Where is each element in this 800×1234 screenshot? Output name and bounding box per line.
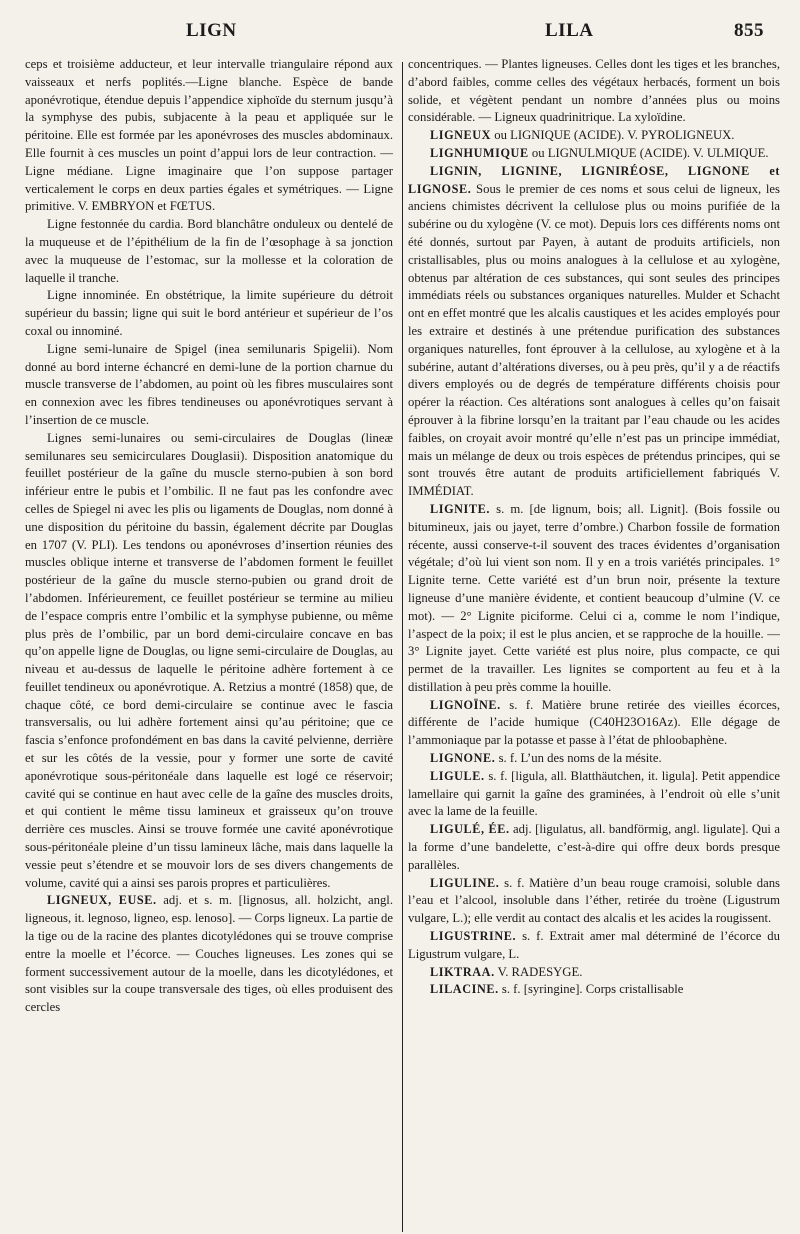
dictionary-entry [408, 750, 780, 768]
entry-headword: LIGNITE. [430, 501, 491, 516]
dictionary-entry [408, 127, 780, 145]
paragraph [408, 56, 780, 127]
entry-headword: LIGNEUX [430, 128, 492, 143]
entry-headword: LIGNHUMIQUE [430, 145, 529, 160]
entry-text: ou LIGNULMIQUE (ACIDE). V. ULMIQUE. [528, 145, 769, 160]
entry-text: ou LIGNIQUE (ACIDE). V. PYROLIGNEUX. [491, 128, 735, 143]
paragraph-text: Ligne innominée. En obstétrique, la limite supérieure du détroit supérieur du bassin; ligne qui suit le bord antérieur et supérieur de l’os coxal ou innominé. [25, 288, 393, 338]
dictionary-entry [408, 821, 780, 874]
column-divider [402, 62, 403, 1232]
paragraph-text: Ligne festonnée du cardia. Bord blanchâtre onduleux ou dentelé de la muqueuse et de l’épithélium de la fin de l’œsophage à sa jonction avec la muqueuse de l’estomac, sur la mollesse et la coloration de laquelle il tranche. [25, 217, 393, 285]
entry-headword: LILACINE. [430, 982, 499, 997]
paragraph-text: ceps et troisième adducteur, et leur intervalle triangulaire répond aux vaisseaux et nerfs poplités.—Ligne blanche. Espèce de bande aponévrotique, étendue depuis l’appendice xiphoïde du sternum jusqu’à la symphyse des pubis, subjacente à la peau et appliquée sur le péritoine. Elle est formée par les aponévroses des muscles abdominaux. Elle fournit à ces muscles un point d’appui lors de leur contraction. — Ligne médiane. Ligne imaginaire que l’on suppose partager verticalement le corps en deux parties égales et symétriques. — Ligne primitive. V. EMBRYON et FŒTUS. [25, 57, 393, 214]
entry-headword: LIGNONE. [430, 751, 496, 766]
dictionary-entry [408, 163, 780, 501]
entry-text: s. f. Matière brune retirée des vieilles écorces, différente de l’acide humique (C40H23O16Az). Elle dégage de l’ammoniaque par la potasse et passe à l’état de phloobaphène. [408, 697, 780, 748]
entry-headword: LIGUSTRINE. [430, 929, 517, 944]
entry-headword: LIGNEUX, EUSE. [47, 893, 157, 908]
paragraph-text: concentriques. — Plantes ligneuses. Celles dont les tiges et les branches, d’abord faibles, comme celles des végétaux herbacés, forment un bois solide, et végètent pendant un nombre d’années plus ou moins considérable. — Ligneux quadrinitrique. La xyloïdine. [408, 57, 780, 125]
paragraph [25, 56, 393, 216]
paragraph-text: Lignes semi-lunaires ou semi-circulaires de Douglas (lineæ semilunares seu semicirculares Douglasii). Disposition anatomique du feuillet postérieur de la gaîne du muscle sterno-pubien à son bord inférieur entre le pubis et l’ombilic. Il ne faut pas les confondre avec celles de Spiegel ni avec les plis ou ligaments de Douglas, nom donné à une disposition du péritoine du bassin, également décrite par Douglas en 1707 (V. PLI). Les tendons ou aponévroses d’insertion réunies des muscles oblique interne et transverse de l’abdomen forment le feuillet postérieur de la gaîne du muscle sterno-pubien ou grand droit de l’abdomen. Inférieurement, ce feuillet postérieur se termine au milieu de l’espace compris entre l’ombilic et la symphyse pubienne, ou même plus près de l’ombilic, par un bord demi-circulaire concave en bas qu’on appelle ligne de Douglas, ou ligne semi-circulaire de Douglas, au niveau et au-dessus de laquelle le péritoine adhère fortement à ce feuillet tendineux ou aponévrotique. A. Retzius a montré (1858) que, de chaque côté, ce bord demi-circulaire se continue avec le fascia transversalis, ou lui adhère fortement ainsi qu’au péritoine; que ce fascia s’enfonce profondément en bas dans la cavité pelvienne, derrière et sur les côtés de la vessie, pour y former une sorte de cavité aponévrotique sous-péritonéale dans laquelle est logé ce réservoir; cavité qui se continue en haut avec celle de la gaîne des muscles droits, et qui contient le même tissu lamineux et graisseux qu’on trouve derrière ces muscles. Ainsi se trouve formée une cavité aponévrotique sous-péritonéale pleine d’un tissu lamineux lâche, mais dans laquelle la vessie peut s’étendre et se mouvoir lors de ses divers changements de volume, cavité qui a ainsi ses parois propres et particulières. [25, 430, 393, 890]
entry-text: V. RADESYGE. [494, 964, 583, 979]
running-header [0, 20, 800, 50]
paragraph-text: Ligne semi-lunaire de Spigel (inea semilunaris Spigelii). Nom donné au bord interne échancré en demi-lune de la portion charnue du muscle transverse de l’abdomen, au point où les fibres musculaires sont en connexion avec les fibres tendineuses ou aponévrotiques servant à l’insertion de ce muscle. [25, 341, 393, 427]
header-left-word: LIGN [186, 20, 237, 41]
dictionary-entry [408, 928, 780, 964]
dictionary-entry [408, 875, 780, 928]
paragraph [25, 341, 393, 430]
dictionary-entry [408, 697, 780, 750]
left-column [25, 56, 393, 1017]
dictionary-entry [408, 981, 780, 999]
dictionary-entry [408, 768, 780, 821]
entry-text: s. f. [ligula, all. Blatthäutchen, it. ligula]. Petit appendice lamellaire qui garnit la gaîne des graminées, à l’endroit où elle s’unit avec la lame de la feuille. [408, 768, 780, 819]
entry-text: Sous le premier de ces noms et sous celui de ligneux, les anciens chimistes décrivent la cellulose plus ou moins purifiée de la subérine ou du xylogène (V. ce mot). Depuis lors ces différents noms ont été donnés, surtout par Payen, à autant de produits artificiels, non cristallisables, plus ou moins analogues à la cellulose et au xylogène, obtenus par altération de ces substances, qui sont seules des principes immédiats réels ou substances organiques naturelles. Mulder et Schacht ont en effet montré que les alcalis caustiques et les acides employés pour les extraire et destinés à une prétendue purification des substances organiques naturelles, font éprouver à la cellulose, au xylogène et à la subérine, autant d’altérations diverses, ou à peu près, qu’il y a de réactifs divers employés ou de degrés de température différents choisis pour opérer la réaction. Ces altérations sont analogues à celles qu’on faisait éprouver à la fibrine lorsqu’en la traitant par l’eau chaude ou les acides faibles, on croyait avoir montré qu’elle n’est pas un principe immédiat, mais un mélange de deux ou trois espèces de prétendus principes, qui se sont trouvés être autant de produits artificiellement fabriqués V. IMMÉDIAT. [408, 181, 780, 499]
paragraph [25, 287, 393, 340]
entry-text: s. f. Matière d’un beau rouge cramoisi, soluble dans l’eau et l’alcool, insoluble dans l’éther, retirée du troène (Ligustrum vulgare, L.); elle verdit au contact des alcalis et les acides la rougissent. [408, 875, 780, 926]
entry-text: s. f. Extrait amer mal déterminé de l’écorce du Ligustrum vulgare, L. [408, 929, 780, 961]
entry-headword: LIKTRAA. [430, 964, 495, 979]
paragraph [25, 430, 393, 893]
dictionary-entry [408, 964, 780, 982]
page-number: 855 [734, 20, 764, 41]
paragraph [25, 216, 393, 287]
entry-headword: LIGULÉ, ÉE. [430, 822, 510, 837]
dictionary-entry [408, 501, 780, 697]
entry-headword: LIGULINE. [430, 875, 500, 890]
entry-text: s. m. [de lignum, bois; all. Lignit]. (Bois fossile ou bitumineux, jais ou jayet, terre d’ombre.) Charbon fossile de formation récente, aussi conserve-t-il souvent des traces évidentes d’organisation végétale; d’où lui vient son nom. Il y en a trois variétés principales. 1° Lignite terne. Cette variété est d’un brun noir, présente la texture ligneuse d’une manière évidente, et contient beaucoup d’ulmine (V. ce mot). — 2° Lignite piciforme. Celui ci a, comme le nom l’indique, l’aspect de la poix; il est le plus ancien, et se rapproche de la houille. — 3° Lignite jayet. Cette variété est plus noire, plus compacte, ce qui permet de la travailler. Les lignites se comportent au feu et à la distillation à peu près comme la houille. [408, 501, 780, 694]
entry-headword: LIGNOÏNE. [430, 697, 501, 712]
entry-text: adj. et s. m. [lignosus, all. holzicht, angl. ligneous, it. legnoso, ligneo, esp. lenoso]. — Corps ligneux. La partie de la tige ou de la racine des plantes dicotylédones qui se trouve comprise entre la moelle et l’écorce. — Couches ligneuses. Les zones qui se forment successivement autour de la moelle, dans les dicotylédones, et sont visibles sur la coupe transversale des tiges, où elles produisent des cercles [25, 893, 393, 1015]
entry-headword: LIGULE. [430, 768, 485, 783]
dictionary-entry [25, 892, 393, 1017]
entry-text: s. f. [syringine]. Corps cristallisable [498, 982, 684, 997]
entry-headword: LIGNIN, LIGNINE, LIGNIRÉOSE, LIGNONE et LIGNOSE. [408, 163, 780, 196]
dictionary-entry [408, 145, 780, 163]
header-center-word: LILA [545, 20, 594, 41]
entry-text: s. f. L’un des noms de la mésite. [495, 751, 662, 766]
right-column [408, 56, 780, 999]
entry-text: adj. [ligulatus, all. bandförmig, angl. ligulate]. Qui a la forme d’une bandelette, c’est-à-dire qui offre deux bords presque parallèles. [408, 822, 780, 872]
